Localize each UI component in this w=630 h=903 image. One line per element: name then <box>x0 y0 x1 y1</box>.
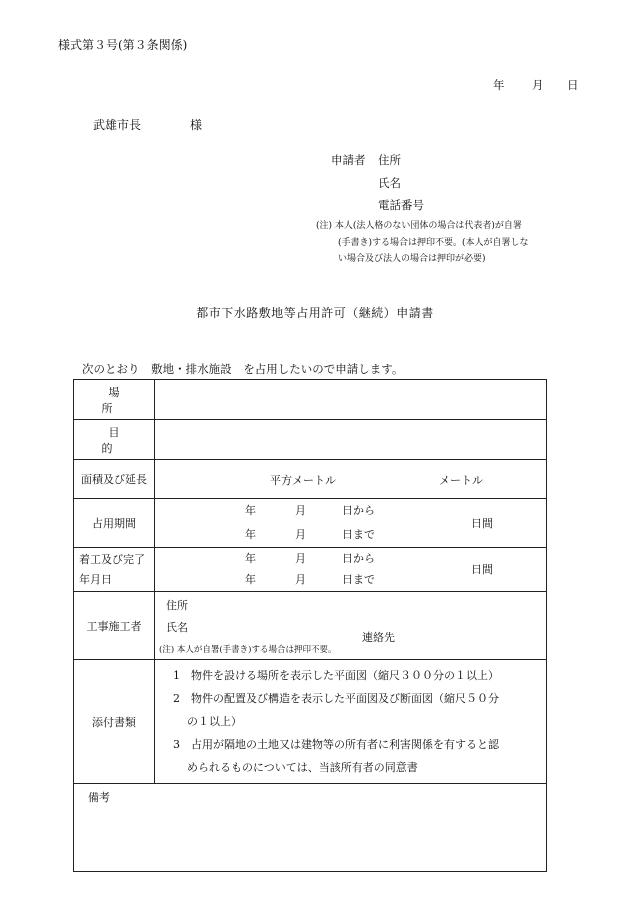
intro-part3: を占用したいので申請します。 <box>243 362 404 376</box>
addressee <box>93 116 203 133</box>
construction-days: 日間 <box>471 563 493 576</box>
remarks-label: 備考 <box>88 791 110 804</box>
applicant-label: 申請者 <box>331 153 366 167</box>
construction-to-year: 年 <box>245 573 256 586</box>
row-area <box>74 460 547 499</box>
purpose-label: 目 的 <box>74 420 155 460</box>
attachments-field <box>155 660 547 784</box>
construction-label <box>74 548 155 592</box>
purpose-field[interactable] <box>155 420 547 460</box>
row-location <box>74 380 547 420</box>
applicant-seal-note <box>316 218 566 268</box>
period-from-year: 年 <box>245 504 256 517</box>
applicant-note-line3: い場合及び法人の場合は押印が必要) <box>338 254 486 264</box>
area-unit-sqm: 平方メートル <box>270 474 336 487</box>
period-days: 日間 <box>471 517 493 530</box>
location-field[interactable] <box>155 380 547 420</box>
row-remarks <box>74 784 547 872</box>
area-unit-m: メートル <box>439 474 483 487</box>
applicant-note-line2: (手書き)する場合は押印不要。(本人が自署しな <box>338 237 529 248</box>
document-title: 都市下水路敷地等占用許可（継続）申請書 <box>196 306 434 320</box>
construction-label-line1: 着工及び完了 <box>79 552 145 566</box>
form-number: 様式第３号(第３条関係) <box>58 38 188 52</box>
period-from-month: 月 <box>295 504 306 517</box>
location-label: 場 所 <box>74 380 155 420</box>
row-contractor <box>74 592 547 660</box>
contact-label: 連絡先 <box>362 631 395 644</box>
period-to-day: 日まで <box>342 528 375 541</box>
construction-label-line2: 年月日 <box>79 572 112 586</box>
addressee-honorific: 様 <box>190 118 203 132</box>
applicant-phone-label: 電話番号 <box>378 198 424 212</box>
attachment-item-2: 2 物件の配置及び構造を表示した平面図及び断面図（縮尺５０分 <box>173 692 499 705</box>
attachments-label: 添付書類 <box>74 660 155 784</box>
applicant-name-label: 氏名 <box>378 176 401 190</box>
period-label: 占用期間 <box>74 499 155 548</box>
application-form-table <box>73 379 547 872</box>
intro-sentence <box>82 361 403 377</box>
construction-to-day: 日まで <box>342 573 375 586</box>
contractor-name-label: 氏名 <box>166 621 188 634</box>
construction-from-year: 年 <box>245 552 256 565</box>
period-from-day: 日から <box>342 504 375 517</box>
intro-part1: 次のとおり <box>82 362 140 376</box>
intro-part2: 敷地・排水施設 <box>151 362 232 376</box>
attachment-item-3: 3 占用が隔地の土地又は建物等の所有者に利害関係を有すると認 <box>173 738 499 751</box>
contractor-label: 工事施工者 <box>74 592 155 660</box>
row-construction <box>74 548 547 592</box>
date-year-label: 年 <box>493 78 505 92</box>
attachment-item-2-cont: の１以上） <box>187 715 242 728</box>
construction-field[interactable] <box>155 548 547 592</box>
period-field[interactable] <box>155 499 547 548</box>
area-label: 面積及び延長 <box>74 460 155 499</box>
addressee-name: 武雄市長 <box>93 118 142 132</box>
contractor-address-label: 住所 <box>166 599 188 612</box>
date-day-label: 日 <box>567 78 579 92</box>
applicant-note-line1: (注) 本人(法人格のない団体の場合は代表者)が自署 <box>316 221 522 231</box>
construction-from-month: 月 <box>295 552 306 565</box>
period-to-year: 年 <box>245 528 256 541</box>
area-field[interactable] <box>155 460 547 499</box>
period-to-month: 月 <box>295 528 306 541</box>
applicant-address-label: 住所 <box>378 153 401 167</box>
row-attachments <box>74 660 547 784</box>
remarks-field[interactable] <box>74 784 547 872</box>
row-period <box>74 499 547 548</box>
construction-to-month: 月 <box>295 573 306 586</box>
attachment-item-3-cont: められるものについては、当該所有者の同意書 <box>187 761 418 774</box>
date-month-label: 月 <box>532 78 544 92</box>
construction-from-day: 日から <box>342 552 375 565</box>
contractor-field[interactable] <box>155 592 547 660</box>
attachment-item-1: 1 物件を設ける場所を表示した平面図（縮尺３００分の１以上） <box>173 669 499 682</box>
contractor-seal-note: (注) 本人が自署(手書き)する場合は押印不要。 <box>159 645 337 655</box>
row-purpose <box>74 420 547 460</box>
